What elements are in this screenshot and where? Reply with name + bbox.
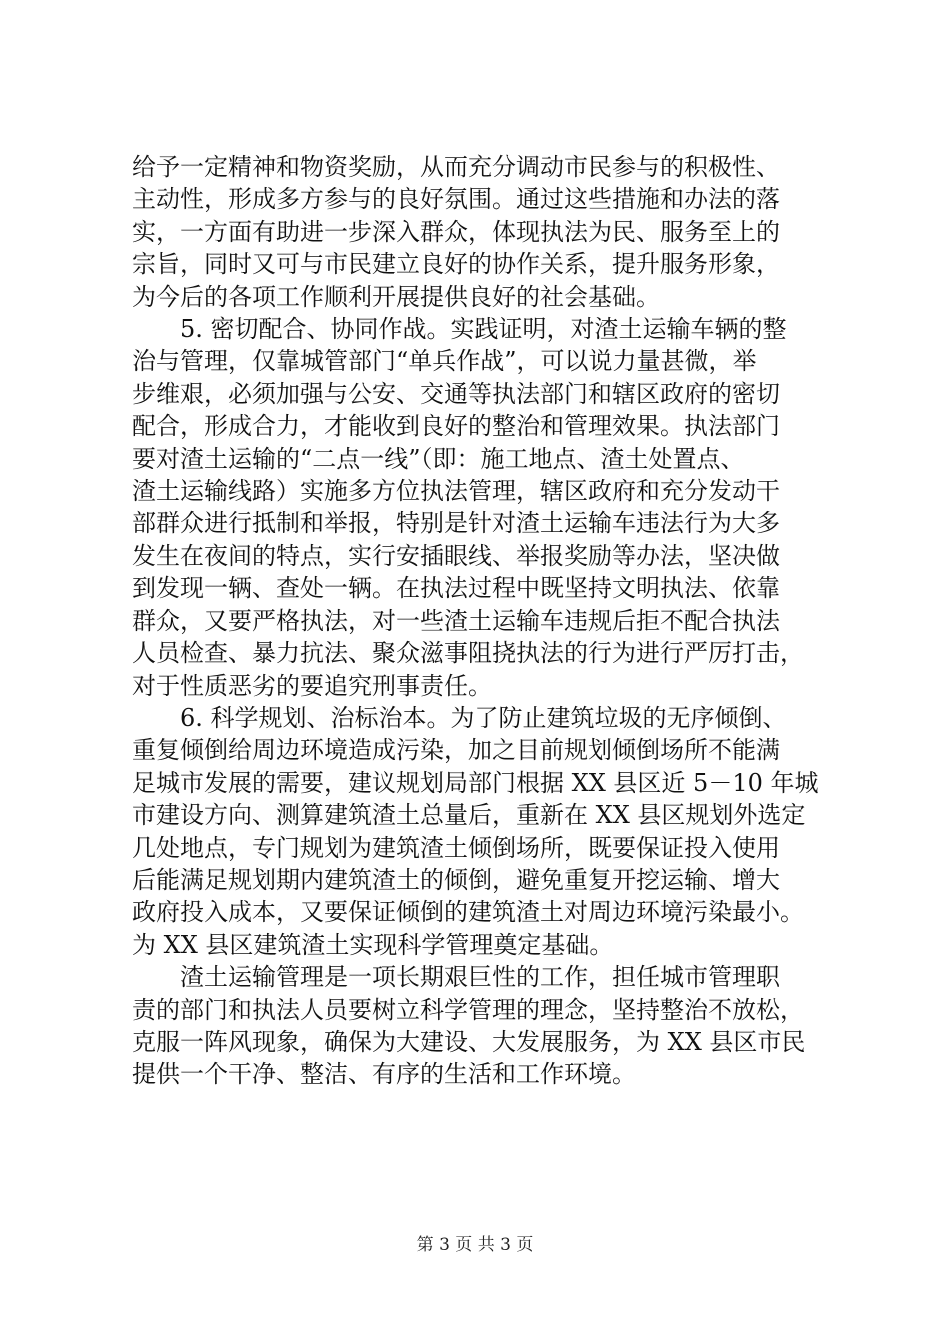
page-number-footer: 第 3 页 共 3 页 bbox=[416, 1235, 534, 1255]
paragraph-planning: 6. 科学规划、治标治本。为了防止建筑垃圾的无序倾倒、 重复倾倒给周边环境造成污染，加之目前规划倾倒场所不能满 足城市发展的需要，建议规划局部门根据 XX 县区近 5－10 年城 市建设方向、测算建筑渣土总量后，重新在 XX 县区规划外选定 几处地点，专门规划为建筑渣土倾倒场所，既要保证投入使用 后能满足规划期内建筑渣土的倾倒，避免重复开挖运输、增大 政府投入成本，又要保证倾倒的建筑渣土对周边环境污染最小。 为 XX 县区建筑渣土实现科学管理奠定基础。 bbox=[132, 703, 819, 959]
document-body bbox=[132, 151, 832, 1091]
paragraph-cooperation: 5. 密切配合、协同作战。实践证明，对渣土运输车辆的整 治与管理，仅靠城管部门“单兵作战”，可以说力量甚微，举 步维艰，必须加强与公安、交通等执法部门和辖区政府的密切 配合，形成合力，才能收到良好的整治和管理效果。执法部门 要对渣土运输的“二点一线”（即：施工地点、渣土处置点、 渣土运输线路）实施多方位执法管理，辖区政府和充分发动干 部群众进行抵制和举报，特别是针对渣土运输车违法行为大多 发生在夜间的特点，实行安插眼线、举报奖励等办法，坚决做 到发现一辆、查处一辆。在执法过程中既坚持文明执法、依靠 群众，又要严格执法，对一些渣土运输车违规后拒不配合执法 人员检查、暴力抗法、聚众滋事阻挠执法的行为进行严厉打击， 对于性质恶劣的要追究刑事责任。 bbox=[132, 315, 804, 700]
paragraph-reward-continuation: 给予一定精神和物资奖励，从而充分调动市民参与的积极性、 主动性，形成多方参与的良好氛围。通过这些措施和办法的落 实，一方面有助进一步深入群众，体现执法为民、服务至上的 宗旨，同时又可与市民建立良好的协作关系，提升服务形象， 为今后的各项工作顺利开展提供良好的社会基础。 bbox=[132, 153, 780, 311]
paragraph-conclusion: 渣土运输管理是一项长期艰巨性的工作，担任城市管理职 责的部门和执法人员要树立科学管理的理念，坚持整治不放松， 克服一阵风现象，确保为大建设、大发展服务，为 XX 县区市民 提供一个干净、整洁、有序的生活和工作环境。 bbox=[132, 963, 806, 1089]
